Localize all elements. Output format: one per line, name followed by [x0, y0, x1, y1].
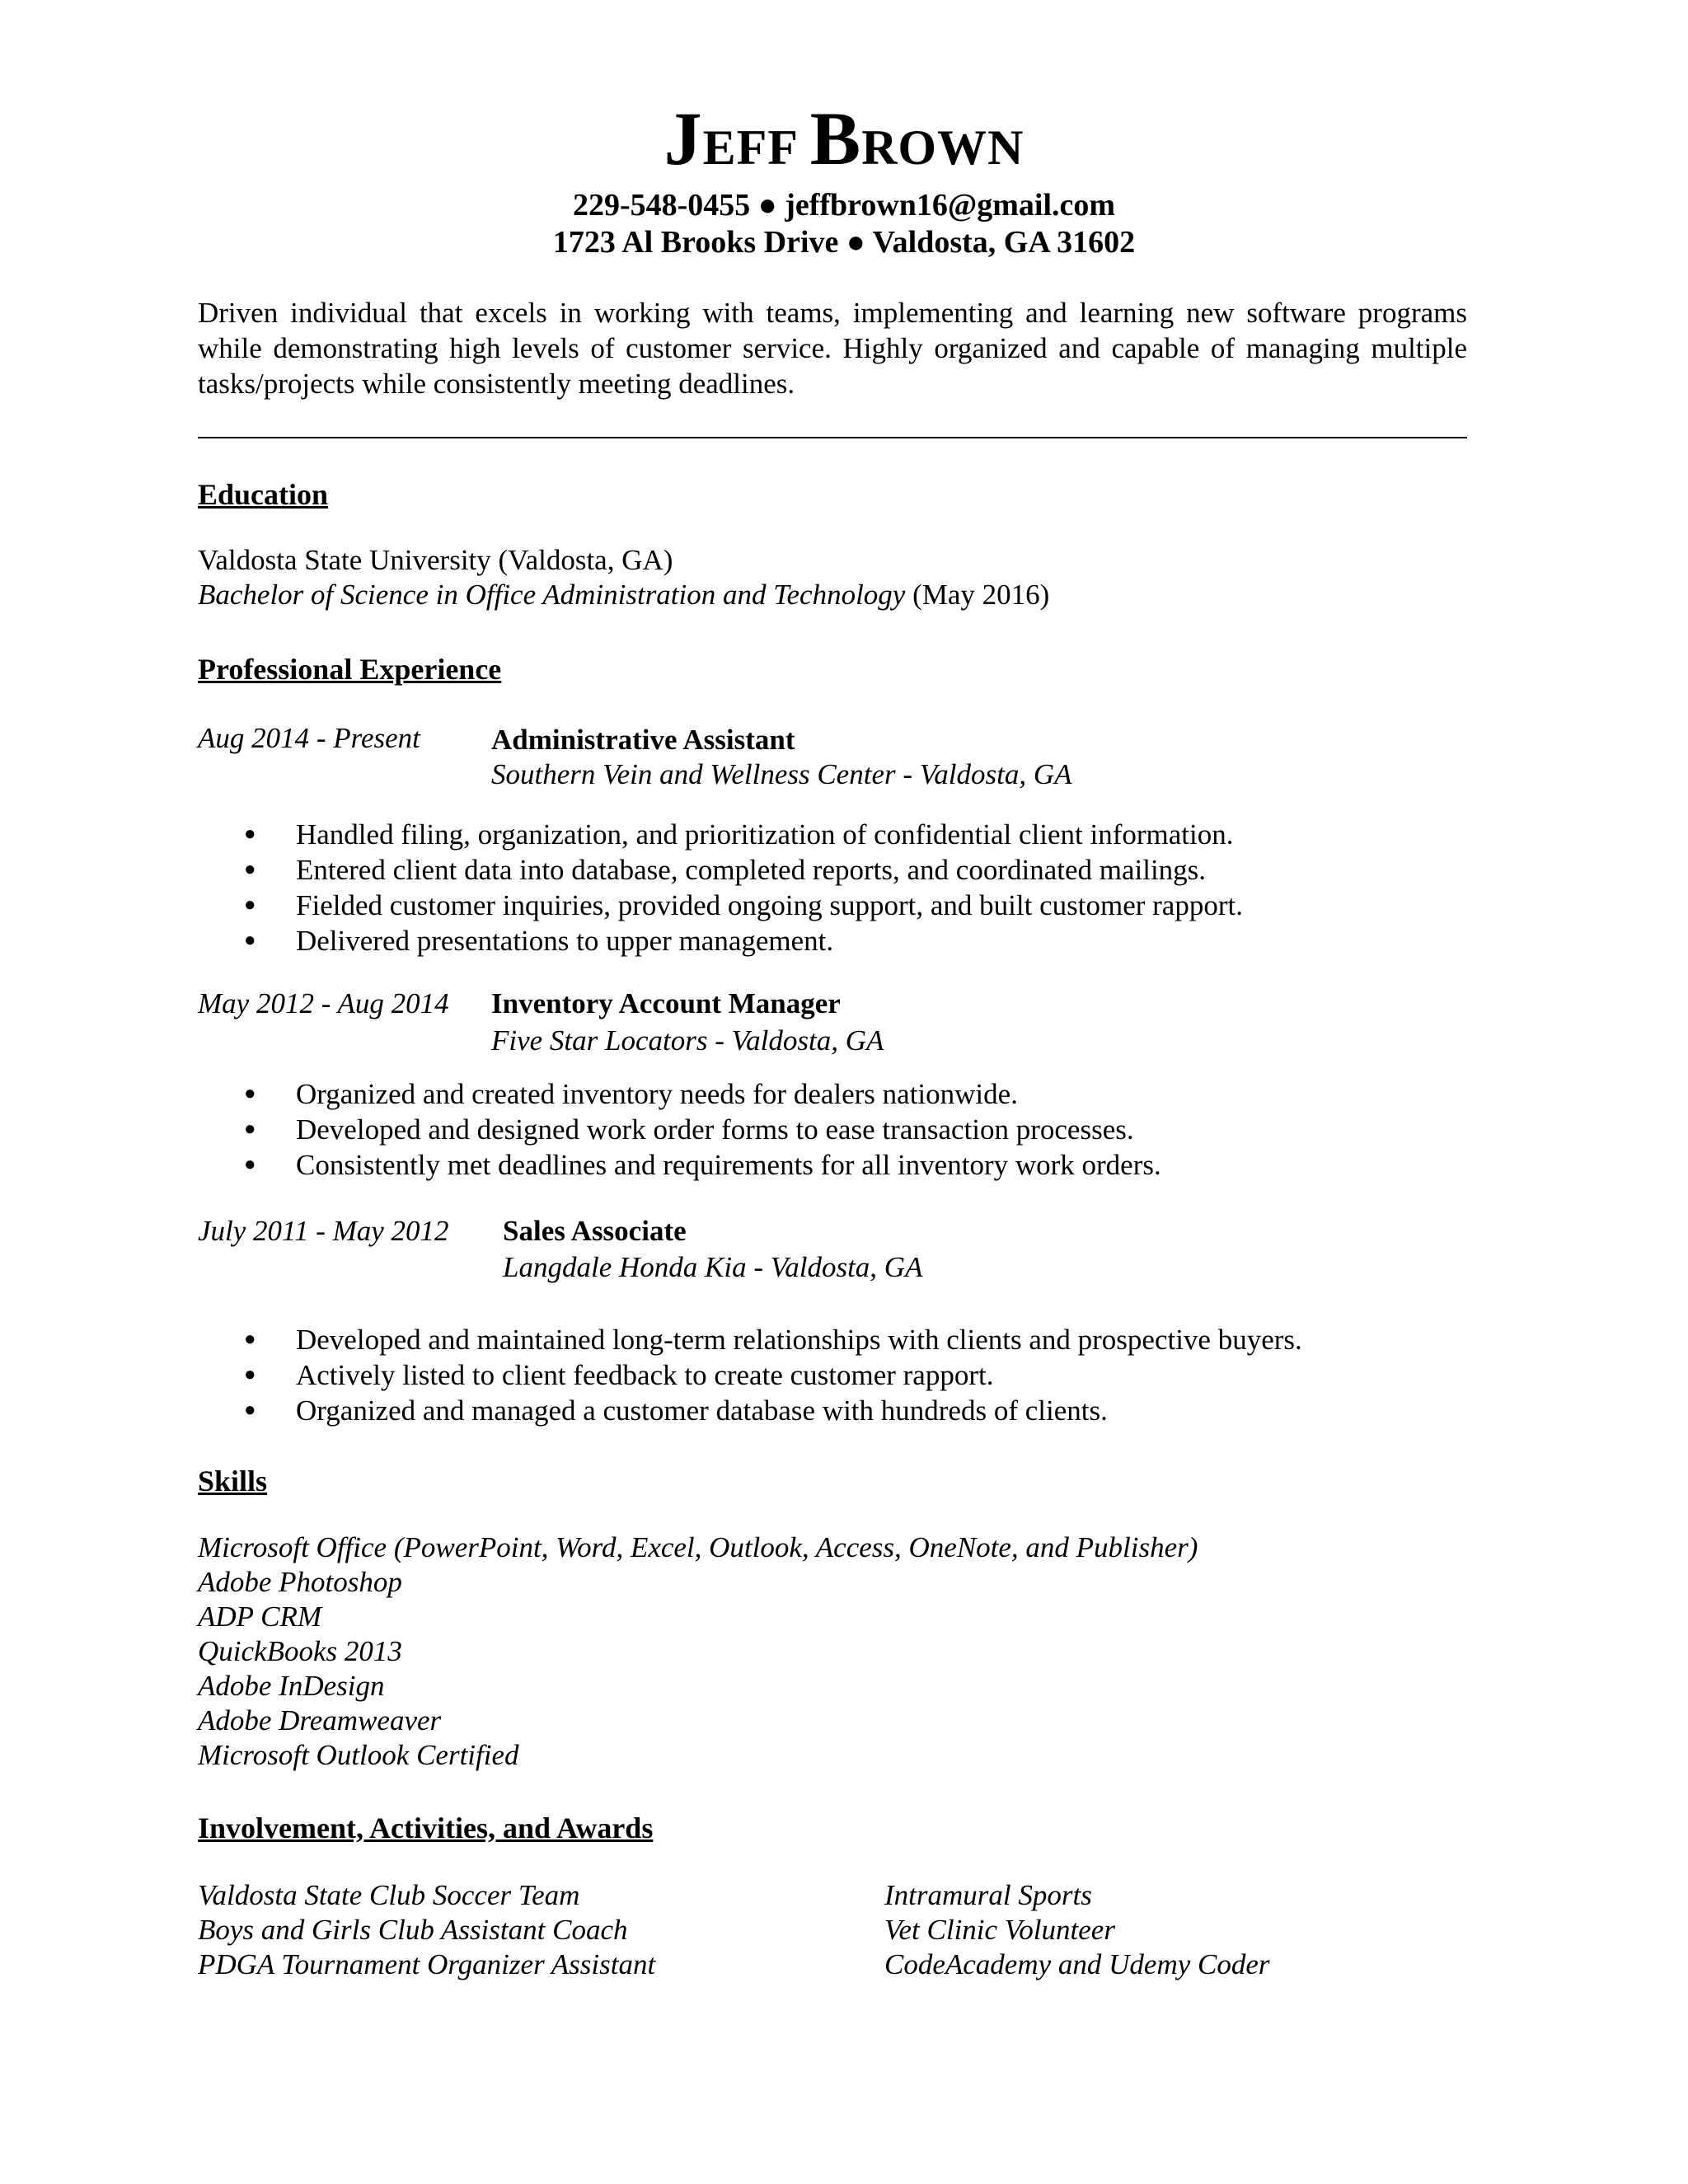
bullet-icon: ● — [244, 1364, 256, 1385]
job-bullet — [244, 1147, 1161, 1183]
job-bullet-text: Actively listed to client feedback to create customer rapport. — [296, 1359, 994, 1391]
involvement-heading: Involvement, Activities, and Awards — [198, 1811, 654, 1844]
job-company: Langdale Honda Kia - Valdosta, GA — [503, 1251, 923, 1283]
job-title: Administrative Assistant — [491, 724, 795, 756]
involvement-item: PDGA Tournament Organizer Assistant — [198, 1948, 656, 1980]
job-bullet-text: Entered client data into database, completed reports, and coordinated mailings. — [296, 854, 1207, 886]
name-last-rest: ROWN — [861, 120, 1025, 175]
bullet-icon: ● — [244, 894, 256, 916]
experience-heading: Professional Experience — [198, 653, 502, 686]
skill-item: Microsoft Office (PowerPoint, Word, Excel, Outlook, Access, OneNote, and Publisher) — [198, 1531, 1198, 1563]
job-bullet — [244, 817, 1243, 852]
skill-item: ADP CRM — [198, 1601, 322, 1633]
name-first-initial: J — [663, 96, 703, 180]
education-school: Valdosta State University (Valdosta, GA) — [198, 544, 673, 576]
job-bullet-text: Consistently met deadlines and requirements for all inventory work orders. — [296, 1149, 1161, 1181]
job-bullet — [244, 1112, 1161, 1147]
involvement-item: CodeAcademy and Udemy Coder — [884, 1948, 1270, 1980]
bullet-icon: ● — [244, 1329, 256, 1350]
skill-item: Adobe Photoshop — [198, 1566, 402, 1598]
bullet-icon: ● — [244, 1118, 256, 1140]
bullet-icon: ● — [244, 859, 256, 880]
job-dates: July 2011 - May 2012 — [198, 1215, 449, 1247]
job-bullet-text: Developed and maintained long-term relationships with clients and prospective buyers. — [296, 1324, 1302, 1356]
involvement-item: Vet Clinic Volunteer — [884, 1914, 1115, 1946]
job-bullet-list — [244, 1076, 1161, 1183]
job-bullet-text: Organized and created inventory needs for dealers nationwide. — [296, 1078, 1018, 1110]
skills-heading: Skills — [198, 1465, 268, 1497]
job-title: Inventory Account Manager — [491, 987, 841, 1019]
education-degree: Bachelor of Science in Office Administration and Technology — [198, 579, 906, 611]
job-dates: Aug 2014 - Present — [198, 722, 420, 754]
job-bullet-text: Developed and designed work order forms to ease transaction processes. — [296, 1113, 1134, 1146]
involvement-item: Boys and Girls Club Assistant Coach — [198, 1914, 628, 1946]
bullet-icon: ● — [244, 1083, 256, 1104]
job-bullet — [244, 1322, 1302, 1357]
skill-item: Adobe Dreamweaver — [198, 1704, 442, 1736]
job-title: Sales Associate — [503, 1215, 687, 1247]
contact-phone-email: 229-548-0455 ● jeffbrown16@gmail.com — [572, 188, 1116, 223]
job-bullet-list — [244, 817, 1243, 958]
name-last-initial: B — [809, 96, 862, 180]
involvement-item: Intramural Sports — [884, 1879, 1092, 1911]
job-dates: May 2012 - Aug 2014 — [198, 987, 449, 1019]
job-bullet — [244, 852, 1243, 888]
job-bullet — [244, 923, 1243, 958]
candidate-name — [0, 96, 1688, 180]
education-degree-line — [198, 580, 1049, 609]
divider-line — [198, 437, 1467, 438]
job-bullet-text: Handled filing, organization, and prioritization of confidential client information. — [296, 818, 1234, 851]
bullet-icon: ● — [244, 823, 256, 845]
job-bullet — [244, 1357, 1302, 1393]
job-bullet-text: Fielded customer inquiries, provided ongoing support, and built customer rapport. — [296, 889, 1243, 921]
skill-item: Microsoft Outlook Certified — [198, 1739, 519, 1771]
skill-item: Adobe InDesign — [198, 1670, 385, 1702]
bullet-icon: ● — [244, 930, 256, 951]
job-bullet — [244, 1393, 1302, 1428]
education-date: (May 2016) — [912, 579, 1050, 611]
job-bullet — [244, 1076, 1161, 1112]
bullet-icon: ● — [244, 1399, 256, 1421]
bullet-icon: ● — [244, 1154, 256, 1175]
contact-address: 1723 Al Brooks Drive ● Valdosta, GA 31602 — [552, 225, 1136, 260]
job-bullet-text: Organized and managed a customer database with hundreds of clients. — [296, 1394, 1108, 1427]
job-bullet — [244, 888, 1243, 923]
skill-item: QuickBooks 2013 — [198, 1635, 402, 1667]
name-first-rest: EFF — [702, 120, 797, 175]
job-company: Five Star Locators - Valdosta, GA — [491, 1024, 884, 1057]
summary-paragraph: Driven individual that excels in working with teams, implementing and learning new software programs while demonstrating high levels of customer service. Highly organized and capable of managing multiple tasks/projects while consistently meeting deadlines. — [198, 297, 1467, 400]
job-company: Southern Vein and Wellness Center - Valdosta, GA — [491, 758, 1072, 790]
job-bullet-text: Delivered presentations to upper management. — [296, 925, 834, 957]
education-heading: Education — [198, 478, 329, 511]
involvement-item: Valdosta State Club Soccer Team — [198, 1879, 580, 1911]
job-bullet-list — [244, 1322, 1302, 1428]
